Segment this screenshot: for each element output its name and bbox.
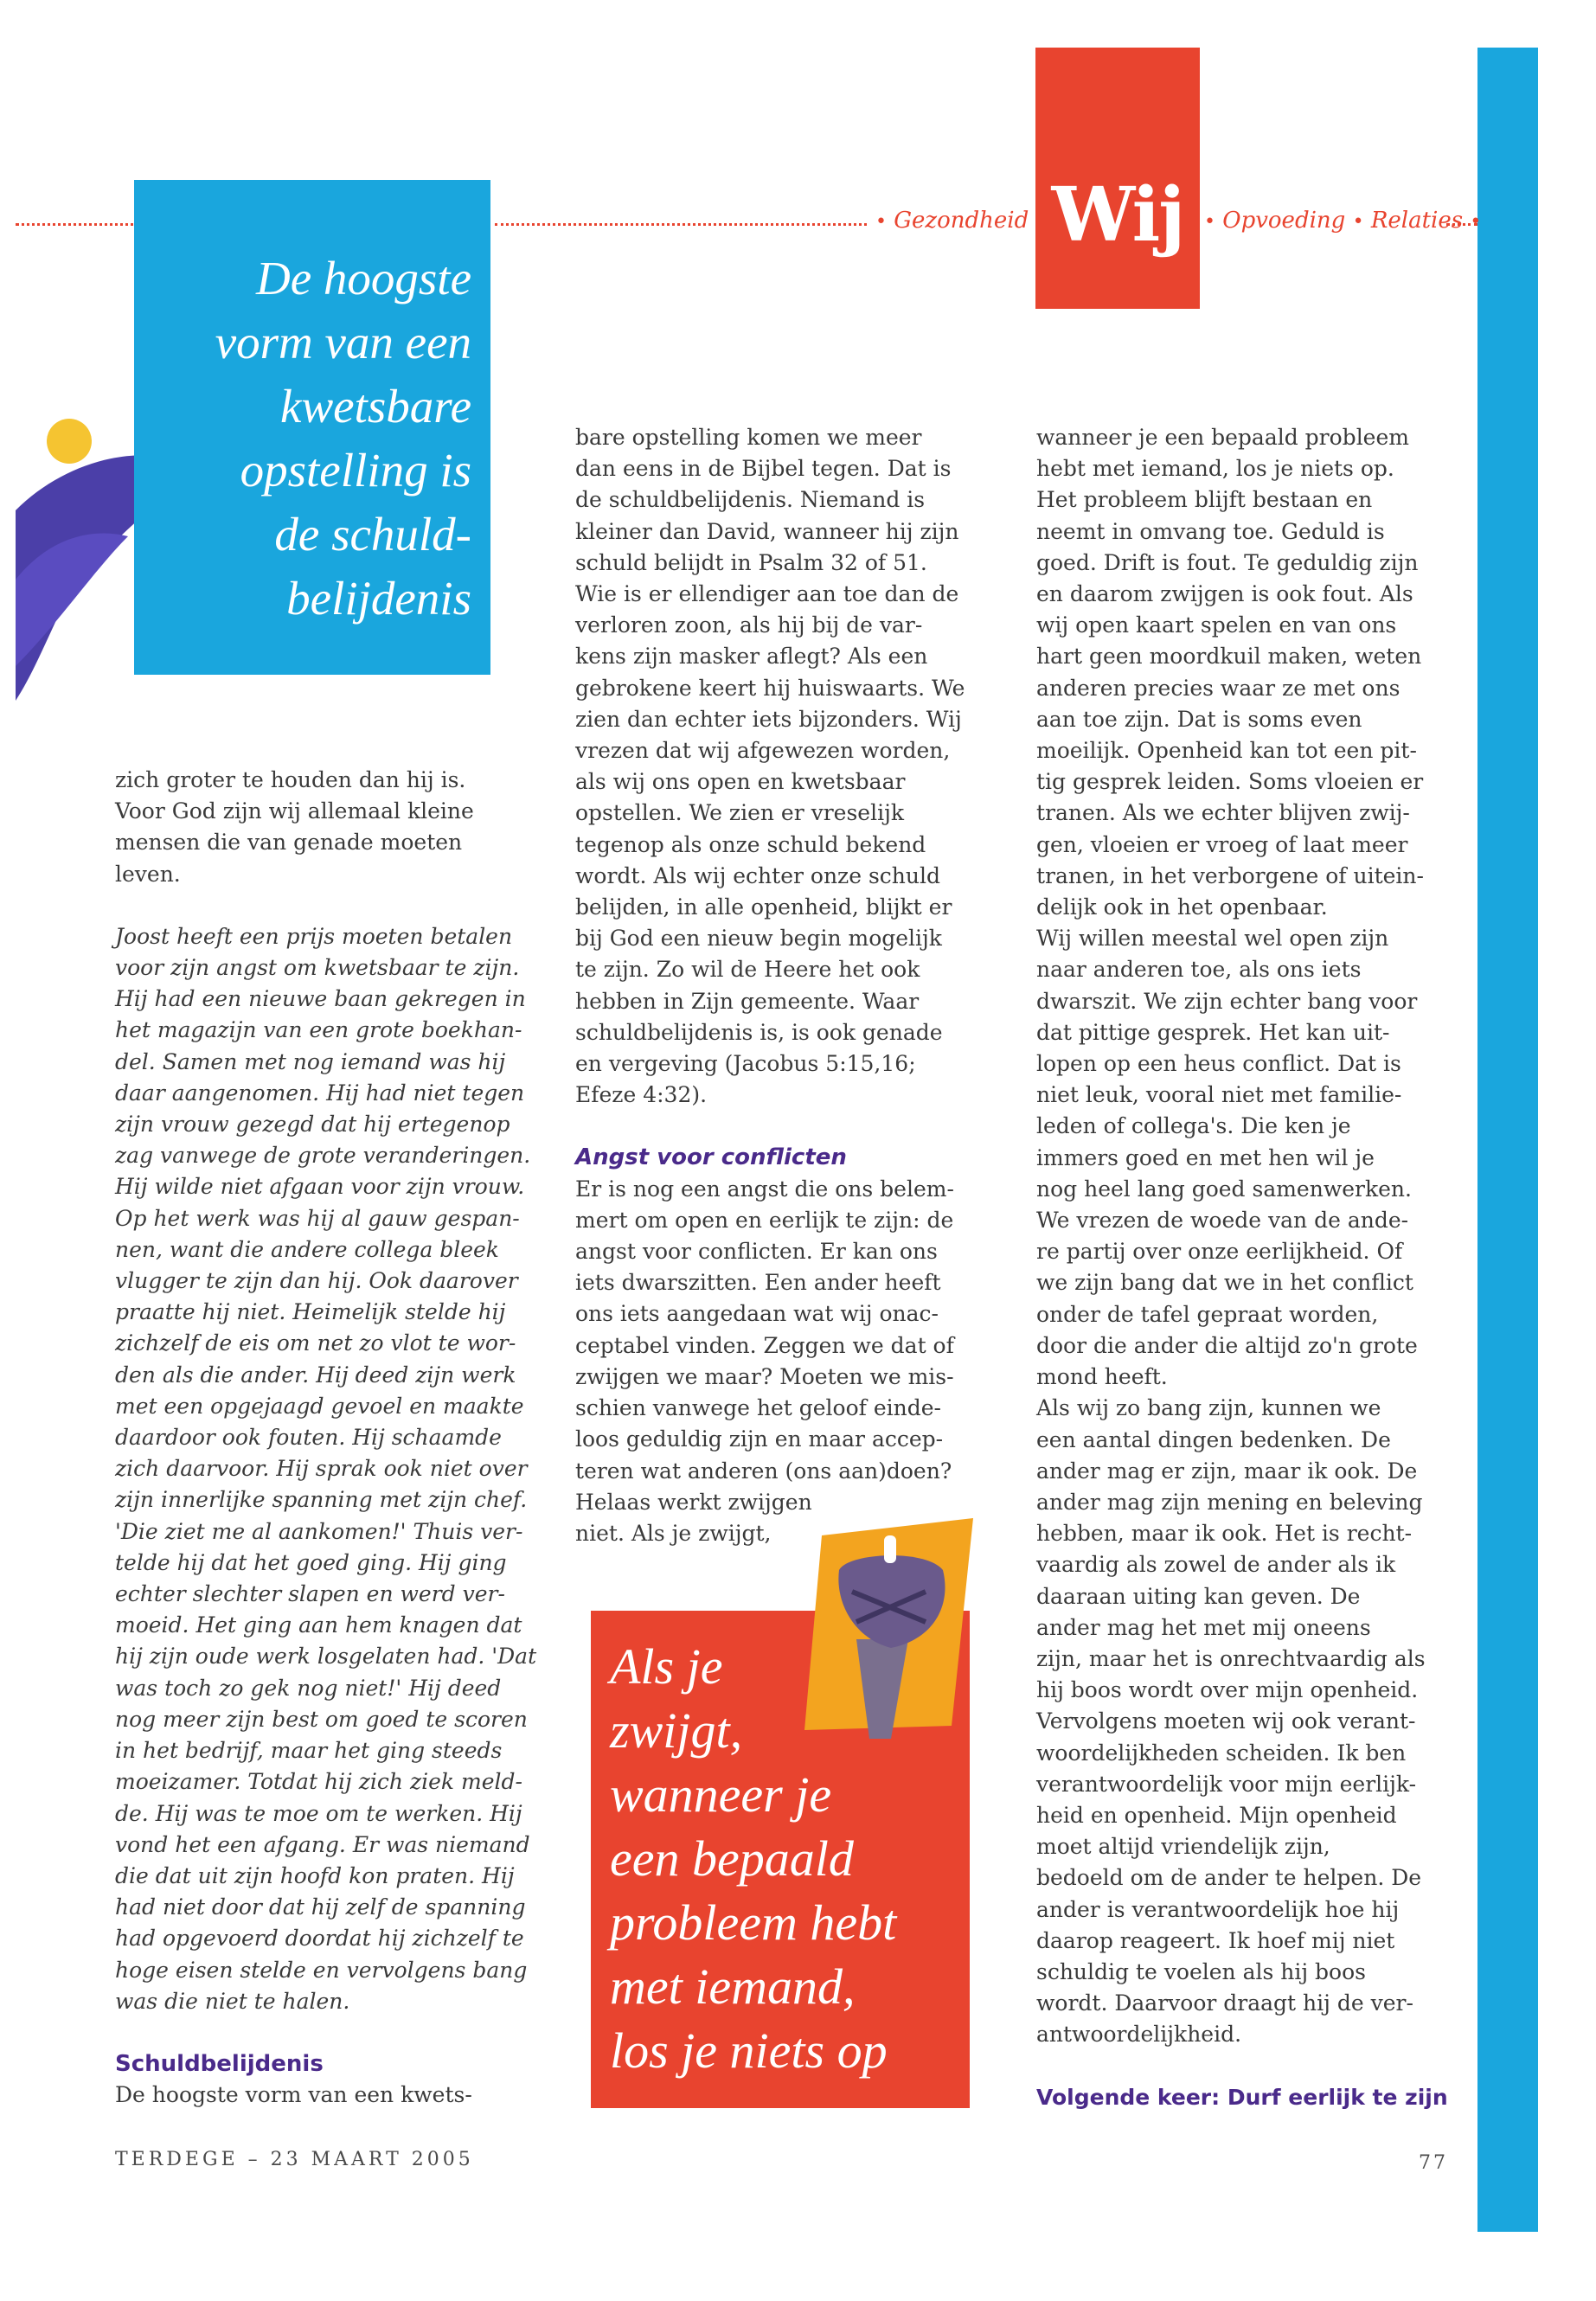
text-line: onder de tafel gepraat worden, (1036, 1301, 1379, 1327)
pull-quote-line: probleem hebt (610, 1894, 897, 1951)
text-line: schien vanwege het geloof einde- (575, 1395, 941, 1421)
text-line: tig gesprek leiden. Soms vloeien er (1036, 769, 1424, 795)
text-line: We vrezen de woede van de ande- (1036, 1208, 1409, 1234)
text-line: nog meer zijn best om goed te scoren (115, 1706, 528, 1732)
pull-quote-line: vorm van een (215, 316, 471, 369)
text-line: antwoordelijkheid. (1036, 2022, 1242, 2048)
text-line: Vervolgens moeten wij ook verant- (1036, 1708, 1416, 1734)
body-paragraph (575, 1174, 1008, 1549)
text-line: delijk ook in het openbaar. (1036, 894, 1328, 920)
text-line: te zijn. Zo wil de Heere het ook (575, 957, 920, 983)
text-line: door die ander die altijd zo'n grote (1036, 1332, 1418, 1358)
bullet: • (875, 211, 887, 233)
text-line: teren wat anderen (ons aan)doen? (575, 1458, 952, 1484)
text-line: niet. Als je zwijgt, (575, 1520, 772, 1546)
page-number: 77 (1419, 2152, 1448, 2174)
text-line: dwarszit. We zijn echter bang voor (1036, 988, 1418, 1014)
text-line: lopen op een heus conflict. Dat is (1036, 1051, 1401, 1077)
pull-quote-line: los je niets op (610, 2022, 888, 2079)
text-line: mond heeft. (1036, 1364, 1168, 1390)
text-line: vond het een afgang. Er was niemand (115, 1831, 530, 1857)
text-line: den als die ander. Hij deed zijn werk (115, 1362, 516, 1388)
pull-quote-line: wanneer je (610, 1766, 832, 1823)
text-line: naar anderen toe, als ons iets (1036, 957, 1362, 983)
intro-paragraph (115, 765, 548, 890)
text-line: had niet door dat hij zelf de spanning (115, 1894, 526, 1920)
nav-opvoeding: Opvoeding (1222, 208, 1346, 234)
wij-logo-text: Wij (1051, 171, 1184, 259)
text-line: daarop reageert. Ik hoef mij niet (1036, 1927, 1395, 1953)
text-line: praatte hij niet. Heimelijk stelde hij (115, 1299, 506, 1325)
text-line: dan eens in de Bijbel tegen. Dat is (575, 456, 952, 482)
text-line: bedoeld om de ander te helpen. De (1036, 1865, 1422, 1891)
text-line: Helaas werkt zwijgen (575, 1489, 812, 1515)
text-line: wij open kaart spelen en van ons (1036, 612, 1397, 638)
text-line: Als wij zo bang zijn, kunnen we (1036, 1395, 1381, 1421)
text-line: verantwoordelijk voor mijn eerlijk- (1036, 1771, 1417, 1797)
text-line: hart geen moordkuil maken, weten (1036, 644, 1422, 670)
text-line: daardoor ook fouten. Hij schaamde (115, 1425, 502, 1451)
next-time-teaser: Volgende keer: Durf eerlijk te zijn (1036, 2084, 1448, 2110)
text-line: daaraan uiting kan geven. De (1036, 1583, 1361, 1609)
text-line: dat pittige gesprek. Het kan uit- (1036, 1019, 1390, 1045)
text-line: ander mag het met mij oneens (1036, 1614, 1371, 1640)
text-line: 'Die ziet me al aankomen!' Thuis ver- (115, 1518, 523, 1544)
text-line: De hoogste vorm van een kwets- (115, 2082, 472, 2108)
text-line: del. Samen met nog iemand was hij (115, 1048, 506, 1074)
body-paragraph (1036, 422, 1469, 2051)
bullet: • (1204, 211, 1215, 233)
text-line: zich daarvoor. Hij sprak ook niet over (115, 1456, 528, 1482)
text-line: immers goed en met hen wil je (1036, 1144, 1375, 1170)
pull-quote-line: kwetsbare (280, 380, 471, 433)
side-color-bar (1477, 48, 1538, 2232)
text-line: wordt. Als wij echter onze schuld (575, 862, 940, 888)
text-line: bare opstelling komen we meer (575, 425, 922, 450)
text-line: kens zijn masker aflegt? Als een (575, 644, 928, 670)
nav-gezondheid: Gezondheid (894, 208, 1029, 234)
text-line: Hij had een nieuwe baan gekregen in (115, 986, 526, 1012)
text-line: zag vanwege de grote veranderingen. (115, 1143, 531, 1169)
text-line: loos geduldig zijn en maar accep- (575, 1426, 944, 1452)
text-line: voor zijn angst om kwetsbaar te zijn. (115, 955, 520, 981)
text-line: als wij ons open en kwetsbaar (575, 769, 906, 795)
text-line: vlugger te zijn dan hij. Ook daarover (115, 1268, 518, 1294)
text-line: we zijn bang dat we in het conflict (1036, 1270, 1413, 1296)
pull-quote-line: De hoogste (256, 252, 471, 304)
text-line: telde hij dat het goed ging. Hij ging (115, 1549, 507, 1575)
text-line: moet altijd vriendelijk zijn, (1036, 1834, 1330, 1860)
bullet: • (1470, 211, 1482, 233)
header-rule-right (1446, 223, 1477, 226)
text-line: Op het werk was hij al gauw gespan- (115, 1205, 520, 1231)
text-line: tranen. Als we echter blijven zwij- (1036, 800, 1410, 826)
text-line: tranen, in het verborgene of uitein- (1036, 862, 1424, 888)
text-line: zwijgen we maar? Moeten we mis- (575, 1363, 954, 1389)
text-line: zichzelf de eis om net zo vlot te wor- (115, 1330, 516, 1356)
text-line: kleiner dan David, wanneer hij zijn (575, 518, 959, 544)
text-line: de schuldbelijdenis. Niemand is (575, 487, 926, 513)
text-line: nen, want die andere collega bleek (115, 1236, 499, 1262)
text-line: opstellen. We zien er vreselijk (575, 800, 904, 826)
text-line: Hij wilde niet afgaan voor zijn vrouw. (115, 1174, 525, 1200)
text-line: zich groter te houden dan hij is. (115, 767, 466, 792)
subheading-schuldbelijdenis: Schuldbelijdenis (115, 2050, 324, 2077)
text-line: ander mag zijn mening en beleving (1036, 1489, 1423, 1515)
text-line: leven. (115, 861, 181, 887)
subheading-angst-voor-conflicten: Angst voor conflicten (575, 1144, 847, 1171)
text-line: anderen precies waar ze met ons (1036, 675, 1401, 701)
body-paragraph (575, 422, 1008, 1111)
pull-quote-line: opstelling is (240, 444, 471, 497)
text-line: re partij over onze eerlijkheid. Of (1036, 1239, 1403, 1265)
text-line: mensen die van genade moeten (115, 830, 463, 856)
text-line: moeid. Het ging aan hem knagen dat (115, 1612, 522, 1638)
text-line: hoge eisen stelde en vervolgens bang (115, 1957, 528, 1983)
text-line: goed. Drift is fout. Te geduldig zijn (1036, 549, 1419, 575)
column-1 (115, 765, 548, 2111)
text-line: leden of collega's. Die ken je (1036, 1113, 1351, 1139)
text-line: angst voor conflicten. Er kan ons (575, 1239, 938, 1265)
text-line: schuldbelijdenis is, is ook genade (575, 1019, 943, 1045)
text-line: vaardig als zowel de ander als ik (1036, 1552, 1396, 1578)
text-line: hebt met iemand, los je niets op. (1036, 456, 1394, 482)
text-line: met een opgejaagd gevoel en maakte (115, 1393, 524, 1419)
pull-quote-line: Als je (610, 1638, 723, 1695)
text-line: heid en openheid. Mijn openheid (1036, 1802, 1397, 1828)
text-line: wanneer je een bepaald probleem (1036, 425, 1409, 450)
text-line: gebrokene keert hij huiswaarts. We (575, 675, 965, 701)
text-line: niet leuk, vooral niet met familie- (1036, 1082, 1402, 1108)
text-line: Efeze 4:32). (575, 1082, 708, 1108)
text-line: neemt in omvang toe. Geduld is (1036, 518, 1385, 544)
text-line: tegenop als onze schuld bekend (575, 831, 926, 857)
header-rule-middle (495, 223, 867, 226)
text-line: ons iets aangedaan wat wij onac- (575, 1301, 939, 1327)
text-line: Joost heeft een prijs moeten betalen (115, 923, 513, 949)
text-line: was die niet te halen. (115, 1988, 350, 2014)
text-line: en vergeving (Jacobus 5:15,16; (575, 1051, 916, 1077)
text-line: woordelijkheden scheiden. Ik ben (1036, 1740, 1407, 1766)
text-line: zijn innerlijke spanning met zijn chef. (115, 1487, 528, 1513)
text-line: het magazijn van een grote boekhan- (115, 1017, 522, 1043)
text-line: aan toe zijn. Dat is soms even (1036, 706, 1362, 732)
text-line: schuldig te voelen als hij boos (1036, 1958, 1366, 1984)
text-line: hij boos wordt over mijn openheid. (1036, 1677, 1419, 1703)
nav-section-left (875, 208, 1048, 234)
column-3 (1036, 422, 1469, 2113)
text-line: mert om open en eerlijk te zijn: de (575, 1207, 954, 1233)
text-line: gen, vloeien er vroeg of laat meer (1036, 831, 1408, 857)
nav-relaties: Relaties (1370, 208, 1464, 234)
text-line: hij zijn oude werk losgelaten had. 'Dat (115, 1644, 537, 1670)
footer-publication: TERDEGE – 23 MAART 2005 (115, 2149, 474, 2170)
pull-quote-blue (134, 247, 471, 631)
text-line: belijden, in alle openheid, blijkt er (575, 894, 952, 920)
text-line: moeilijk. Openheid kan tot een pit- (1036, 738, 1417, 764)
nav-section-right (1204, 208, 1481, 234)
text-line: ander mag er zijn, maar ik ook. De (1036, 1458, 1418, 1484)
text-line: vrezen dat wij afgewezen worden, (575, 738, 951, 764)
text-line: Er is nog een angst die ons belem- (575, 1176, 954, 1202)
text-line: Voor God zijn wij allemaal kleine (115, 798, 474, 824)
text-line: echter slechter slapen en werd ver- (115, 1581, 505, 1607)
pull-quote-line: de schuld- (274, 508, 471, 561)
text-line: nog heel lang goed samenwerken. (1036, 1176, 1412, 1202)
text-line: Wie is er ellendiger aan toe dan de (575, 581, 959, 607)
text-line: hebben in Zijn gemeente. Waar (575, 988, 920, 1014)
pull-quote-red (610, 1635, 973, 2083)
text-line: wordt. Daarvoor draagt hij de ver- (1036, 1990, 1413, 2016)
text-line: verloren zoon, als hij bij de var- (575, 612, 923, 638)
text-line: de. Hij was te moe om te werken. Hij (115, 1800, 522, 1826)
text-line: was toch zo gek nog niet!' Hij deed (115, 1675, 502, 1701)
text-line: zijn vrouw gezegd dat hij ertegenop (115, 1112, 510, 1138)
text-line: ander is verantwoordelijk hoe hij (1036, 1896, 1400, 1922)
text-line: zien dan echter iets bijzonders. Wij (575, 706, 962, 732)
text-line: Het probleem blijft bestaan en (1036, 487, 1373, 513)
story-paragraph (115, 921, 548, 2017)
pull-quote-line: een bepaald (610, 1830, 854, 1887)
body-paragraph (115, 2080, 548, 2111)
text-line: iets dwarszitten. Een ander heeft (575, 1270, 941, 1296)
pull-quote-line: met iemand, (610, 1958, 856, 2015)
text-line: in het bedrijf, maar het ging steeds (115, 1738, 503, 1764)
text-line: en daarom zwijgen is ook fout. Als (1036, 581, 1413, 607)
column-2 (575, 422, 1008, 1549)
text-line: Wij willen meestal wel open zijn (1036, 926, 1389, 952)
text-line: zijn, maar het is onrechtvaardig als (1036, 1645, 1426, 1671)
pull-quote-line: zwijgt, (610, 1702, 743, 1759)
text-line: schuld belijdt in Psalm 32 of 51. (575, 549, 927, 575)
pull-quote-line: belijdenis (286, 572, 471, 625)
bullet: • (1352, 211, 1364, 233)
text-line: moeizamer. Totdat hij zich ziek meld- (115, 1769, 522, 1795)
text-line: ceptabel vinden. Zeggen we dat of (575, 1332, 954, 1358)
text-line: die dat uit zijn hoofd kon praten. Hij (115, 1862, 515, 1888)
text-line: had opgevoerd doordat hij zichzelf te (115, 1926, 524, 1952)
text-line: hebben, maar ik ook. Het is recht- (1036, 1521, 1413, 1547)
text-line: daar aangenomen. Hij had niet tegen (115, 1080, 525, 1106)
text-line: bij God een nieuw begin mogelijk (575, 926, 942, 952)
text-line: een aantal dingen bedenken. De (1036, 1426, 1391, 1452)
